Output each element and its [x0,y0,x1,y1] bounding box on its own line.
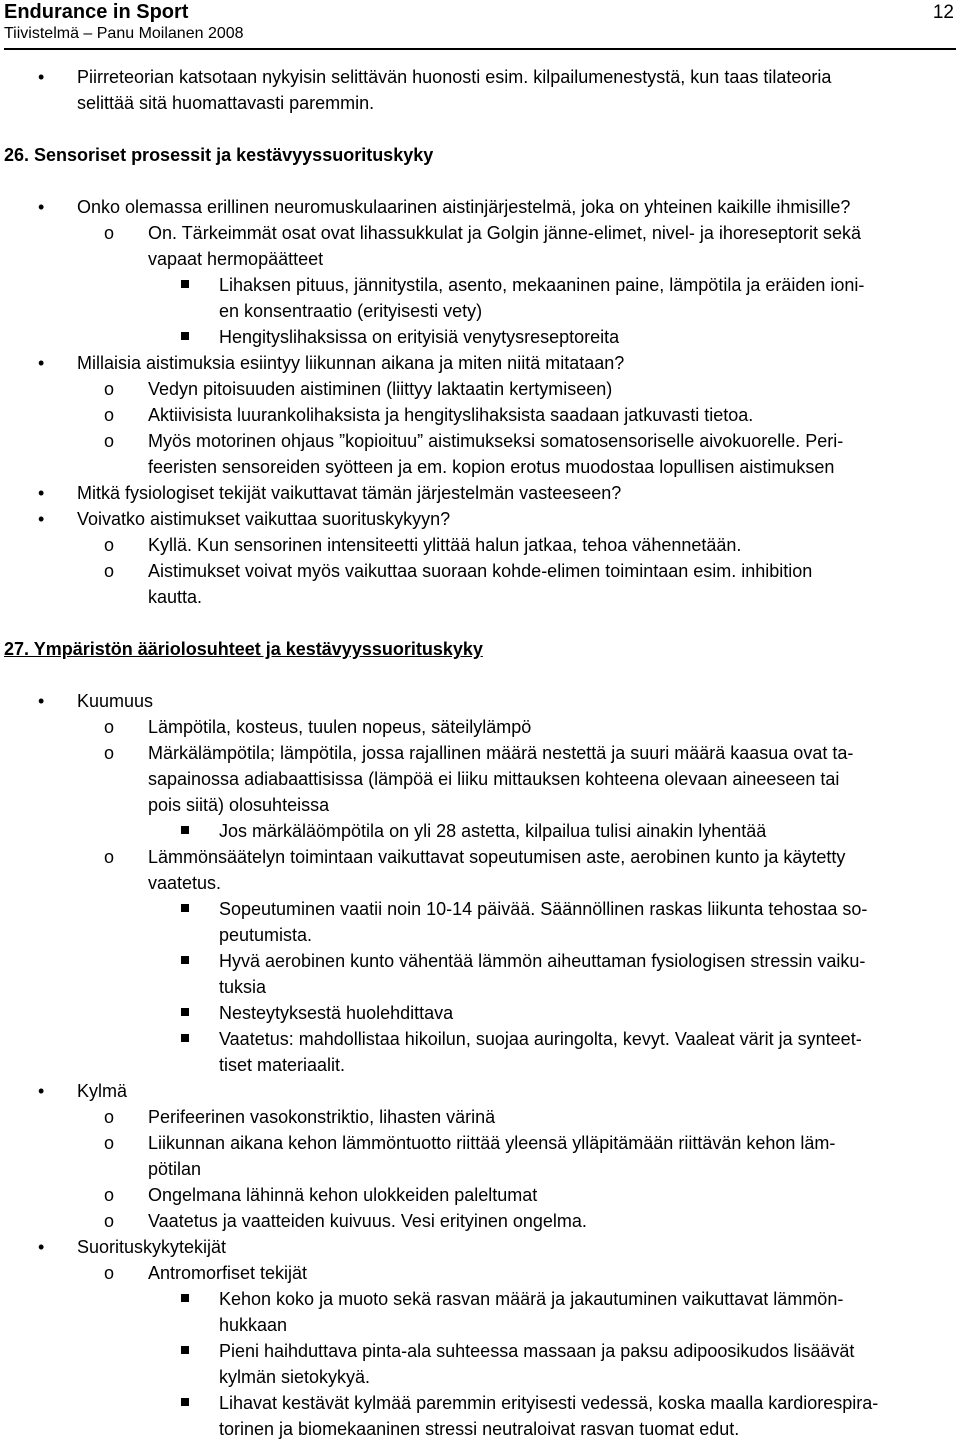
list-item-text: Voivatko aistimukset vaikuttaa suorituskykyyn? [77,509,451,529]
list-item-continuation [0,454,960,480]
square-bullet-icon [181,904,189,912]
list-item [0,1130,960,1156]
list-item [0,1260,960,1286]
list-item-text: vaatetus. [148,873,222,893]
circle-bullet-icon: o [104,223,115,243]
list-item-text: Suorituskykytekijät [77,1237,227,1257]
bullet-icon: • [38,1081,45,1101]
list-item-continuation [0,1364,960,1390]
list-item-text: pötilan [148,1159,202,1179]
list-item [0,896,960,922]
circle-bullet-icon: o [104,431,115,451]
list-item [0,1000,960,1026]
list-item-text: Onko olemassa erillinen neuromuskulaarinen aistinjärjestelmä, joka on yhteinen kaikille ihmisille? [77,197,851,217]
bullet-icon: • [38,509,45,529]
list-item-text: feeristen sensoreiden syötteen ja em. kopion erotus muodostaa lopullisen aistimuksen [148,457,835,477]
circle-bullet-icon: o [104,743,115,763]
list-item-continuation [0,1312,960,1338]
list-item [0,272,960,298]
list-item [0,1286,960,1312]
square-bullet-icon [181,1398,189,1406]
list-item-continuation [0,766,960,792]
list-item-text: Piirreteorian katsotaan nykyisin selittävän huonosti esim. kilpailumenestystä, kun taas tilateoria [77,67,832,87]
list-item-text: Myös motorinen ohjaus ”kopioituu” aistimukseksi somatosensoriselle aivokuorelle. Peri- [148,431,844,451]
list-item [0,324,960,350]
list-item-text: Antromorfiset tekijät [148,1263,308,1283]
list-item-continuation [0,298,960,324]
section-heading [0,636,960,662]
list-item-text: Perifeerinen vasokonstriktio, lihasten värinä [148,1107,496,1127]
list-item-continuation [0,792,960,818]
list-item-continuation [0,246,960,272]
list-item [0,194,960,220]
list-item-text: tiset materiaalit. [219,1055,346,1075]
circle-bullet-icon: o [104,405,115,425]
square-bullet-icon [181,280,189,288]
list-item [0,844,960,870]
list-item [0,948,960,974]
list-item [0,532,960,558]
list-item-text: Sopeutuminen vaatii noin 10-14 päivää. Säännöllinen raskas liikunta tehostaa so- [219,899,868,919]
list-item-text: Kylmä [77,1081,128,1101]
page-content [0,64,960,1442]
list-item-text: Hengityslihaksissa on erityisiä venytysreseptoreita [219,327,620,347]
document-subtitle: Tiivistelmä – Panu Moilanen 2008 [4,25,244,42]
circle-bullet-icon: o [104,1211,115,1231]
list-item [0,480,960,506]
page-number: 12 [932,2,954,23]
bullet-icon: • [38,197,45,217]
list-item [0,1078,960,1104]
bullet-icon: • [38,353,45,373]
list-item-text: Liikunnan aikana kehon lämmöntuotto riittää yleensä ylläpitämään riittävän kehon läm- [148,1133,836,1153]
list-item-text: Kyllä. Kun sensorinen intensiteetti ylittää halun jatkaa, tehoa vähennetään. [148,535,742,555]
list-item [0,428,960,454]
list-item [0,220,960,246]
list-item [0,1338,960,1364]
list-item-text: Lihaksen pituus, jännitystila, asento, mekaaninen paine, lämpötila ja eräiden ioni- [219,275,865,295]
list-item-text: Kuumuus [77,691,154,711]
list-item [0,506,960,532]
document-title: Endurance in Sport [4,1,189,23]
circle-bullet-icon: o [104,1263,115,1283]
list-item [0,818,960,844]
section-heading [0,142,960,168]
list-item-continuation [0,1156,960,1182]
circle-bullet-icon: o [104,1133,115,1153]
list-item-text: Mitkä fysiologiset tekijät vaikuttavat tämän järjestelmän vasteeseen? [77,483,622,503]
circle-bullet-icon: o [104,1107,115,1127]
list-item-text: Kehon koko ja muoto sekä rasvan määrä ja jakautuminen vaikuttavat lämmön- [219,1289,844,1309]
square-bullet-icon [181,1346,189,1354]
list-item-continuation [0,90,960,116]
bullet-icon: • [38,483,45,503]
section-27-heading: 27. Ympäristön ääriolosuhteet ja kestävyyssuorituskyky [4,639,483,659]
list-item-continuation [0,1052,960,1078]
circle-bullet-icon: o [104,535,115,555]
page-header [4,0,956,50]
list-item-text: Lämpötila, kosteus, tuulen nopeus, säteilylämpö [148,717,532,737]
list-item [0,558,960,584]
list-item-text: Aistimukset voivat myös vaikuttaa suoraan kohde-elimen toimintaan esim. inhibition [148,561,813,581]
list-item-text: pois siitä) olosuhteissa [148,795,330,815]
list-item-text: hukkaan [219,1315,288,1335]
circle-bullet-icon: o [104,1185,115,1205]
list-item-text: kylmän sietokykyä. [219,1367,371,1387]
list-item-text: Ongelmana lähinnä kehon ulokkeiden paleltumat [148,1185,538,1205]
list-item-text: Millaisia aistimuksia esiintyy liikunnan aikana ja miten niitä mitataan? [77,353,625,373]
list-item-text: Pieni haihduttava pinta-ala suhteessa massaan ja paksu adipoosikudos lisäävät [219,1341,855,1361]
list-item [0,1104,960,1130]
list-item-text: Vaatetus: mahdollistaa hikoilun, suojaa auringolta, kevyt. Vaaleat värit ja synteet- [219,1029,862,1049]
list-item-continuation [0,922,960,948]
list-item-text: On. Tärkeimmät osat ovat lihassukkulat ja Golgin jänne-elimet, nivel- ja ihoreseptorit sekä [148,223,861,243]
list-item [0,1390,960,1416]
list-item [0,1182,960,1208]
circle-bullet-icon: o [104,847,115,867]
list-item [0,688,960,714]
list-item-text: tuksia [219,977,267,997]
section-26-heading: 26. Sensoriset prosessit ja kestävyyssuorituskyky [4,145,434,165]
list-item-text: kautta. [148,587,203,607]
square-bullet-icon [181,956,189,964]
list-item-text: selittää sitä huomattavasti paremmin. [77,93,375,113]
square-bullet-icon [181,1034,189,1042]
square-bullet-icon [181,826,189,834]
list-item-continuation [0,584,960,610]
square-bullet-icon [181,1008,189,1016]
spacer [0,610,960,636]
list-item [0,1026,960,1052]
list-item [0,402,960,428]
list-item-text: Lihavat kestävät kylmää paremmin erityisesti vedessä, koska maalla kardiorespira- [219,1393,879,1413]
list-item [0,1234,960,1260]
list-item-text: Jos märkäläömpötila on yli 28 astetta, kilpailua tulisi ainakin lyhentää [219,821,767,841]
square-bullet-icon [181,332,189,340]
list-item-text: peutumista. [219,925,313,945]
list-item [0,350,960,376]
list-item-continuation [0,870,960,896]
circle-bullet-icon: o [104,379,115,399]
square-bullet-icon [181,1294,189,1302]
list-item-continuation [0,974,960,1000]
list-item-text: Lämmönsäätelyn toimintaan vaikuttavat sopeutumisen aste, aerobinen kunto ja käytetty [148,847,846,867]
spacer [0,168,960,194]
list-item-text: Aktiivisista luurankolihaksista ja hengityslihaksista saadaan jatkuvasti tietoa. [148,405,754,425]
list-item-text: en konsentraatio (erityisesti vety) [219,301,483,321]
list-item-text: vapaat hermopäätteet [148,249,324,269]
list-item-continuation [0,1416,960,1442]
circle-bullet-icon: o [104,717,115,737]
list-item-text: Vaatetus ja vaatteiden kuivuus. Vesi erityinen ongelma. [148,1211,587,1231]
bullet-icon: • [38,691,45,711]
list-item-text: Märkälämpötila; lämpötila, jossa rajallinen määrä nestettä ja suuri määrä kaasua ovat ta- [148,743,854,763]
list-item [0,740,960,766]
bullet-icon: • [38,67,45,87]
list-item [0,714,960,740]
bullet-icon: • [38,1237,45,1257]
list-item-text: sapainossa adiabaattisissa (lämpöä ei liiku mittauksen kohteena olevaan aineeseen tai [148,769,840,789]
list-item [0,64,960,90]
spacer [0,116,960,142]
list-item-text: torinen ja biomekaaninen stressi neutraloivat rasvan tuomat edut. [219,1419,740,1439]
list-item [0,376,960,402]
list-item-text: Hyvä aerobinen kunto vähentää lämmön aiheuttaman fysiologisen stressin vaiku- [219,951,866,971]
circle-bullet-icon: o [104,561,115,581]
list-item-text: Vedyn pitoisuuden aistiminen (liittyy laktaatin kertymiseen) [148,379,613,399]
list-item [0,1208,960,1234]
list-item-text: Nesteytyksestä huolehdittava [219,1003,454,1023]
spacer [0,662,960,688]
